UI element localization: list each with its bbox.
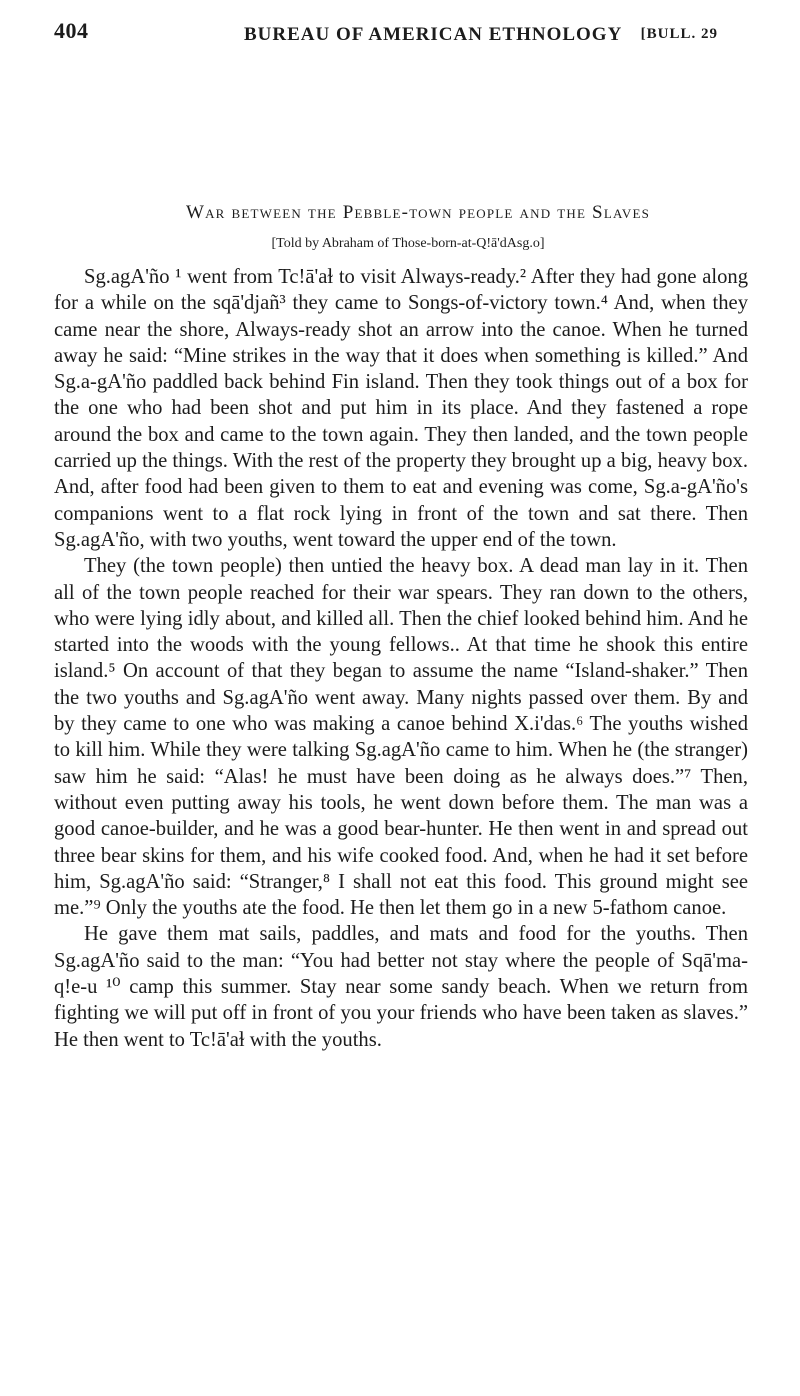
- paragraph: He gave them mat sails, paddles, and mats and food for the youths. Then Sg.agA'ño said to the man: “You had better not stay where the people of Sqā'ma-q!e-u ¹⁰ camp this summer. Stay near some sandy beach. When we return from fighting we will put off in front of you your friends who have been taken as slaves.” He then went to Tc!ā'aɫ with the youths.: [54, 923, 748, 1051]
- story-attribution: [Told by Abraham of Those-born-at-Q!ā'dAsg.o]: [271, 236, 545, 251]
- running-title: BUREAU OF AMERICAN ETHNOLOGY: [244, 24, 623, 45]
- paragraph: Sg.agA'ño ¹ went from Tc!ā'aɫ to visit Always-ready.² After they had gone along for a while on the sqā'djañ³ they came to Songs-of-victory town.⁴ And, when they came near the shore, Always-ready shot an arrow into the canoe. When he turned away he said: “Mine strikes in the way that it does when something is killed.” And Sg.a-gA'ño paddled back behind Fin island. Then they took things out of a box for the one who had been shot and put him in its place. And they fastened a rope around the box and came to the town again. They then landed, and the town people carried up the things. With the rest of the property they brought up a big, heavy box. And, after food had been given to them to eat and evening was come, Sg.a-gA'ño's companions went to a flat rock lying in front of the town and sat there. Then Sg.agA'ño, with two youths, went toward the upper end of the town.: [54, 266, 748, 551]
- running-head: [54, 18, 748, 54]
- story-title: War between the Pebble-town people and the Slaves: [185, 202, 651, 223]
- story-body: [54, 264, 748, 1053]
- bulletin-number: [BULL. 29: [640, 26, 718, 42]
- paragraph: They (the town people) then untied the heavy box. A dead man lay in it. Then all of the town people reached for their war spears. They ran down to the others, who were lying idly about, and killed all. Then the chief looked behind him. And he started into the woods with the young fellows.. At that time he shook this entire island.⁵ On account of that they began to assume the name “Island-shaker.” Then the two youths and Sg.agA'ño went away. Many nights passed over them. By and by they came to one who was making a canoe behind X.i'das.⁶ The youths wished to kill him. While they were talking Sg.agA'ño came to him. When he (the stranger) saw him he said: “Alas! he must have been doing as he always does.”⁷ Then, without even putting away his tools, he went down before them. The man was a good canoe-builder, and he was a good bear-hunter. He then went in and spread out three bear skins for them, and his wife cooked food. And, when he had it set before him, Sg.agA'ño said: “Stranger,⁸ I shall not eat this food. This ground might see me.”⁹ Only the youths ate the food. He then let them go in a new 5-fathom canoe.: [54, 555, 748, 920]
- page-number: 404: [54, 18, 89, 43]
